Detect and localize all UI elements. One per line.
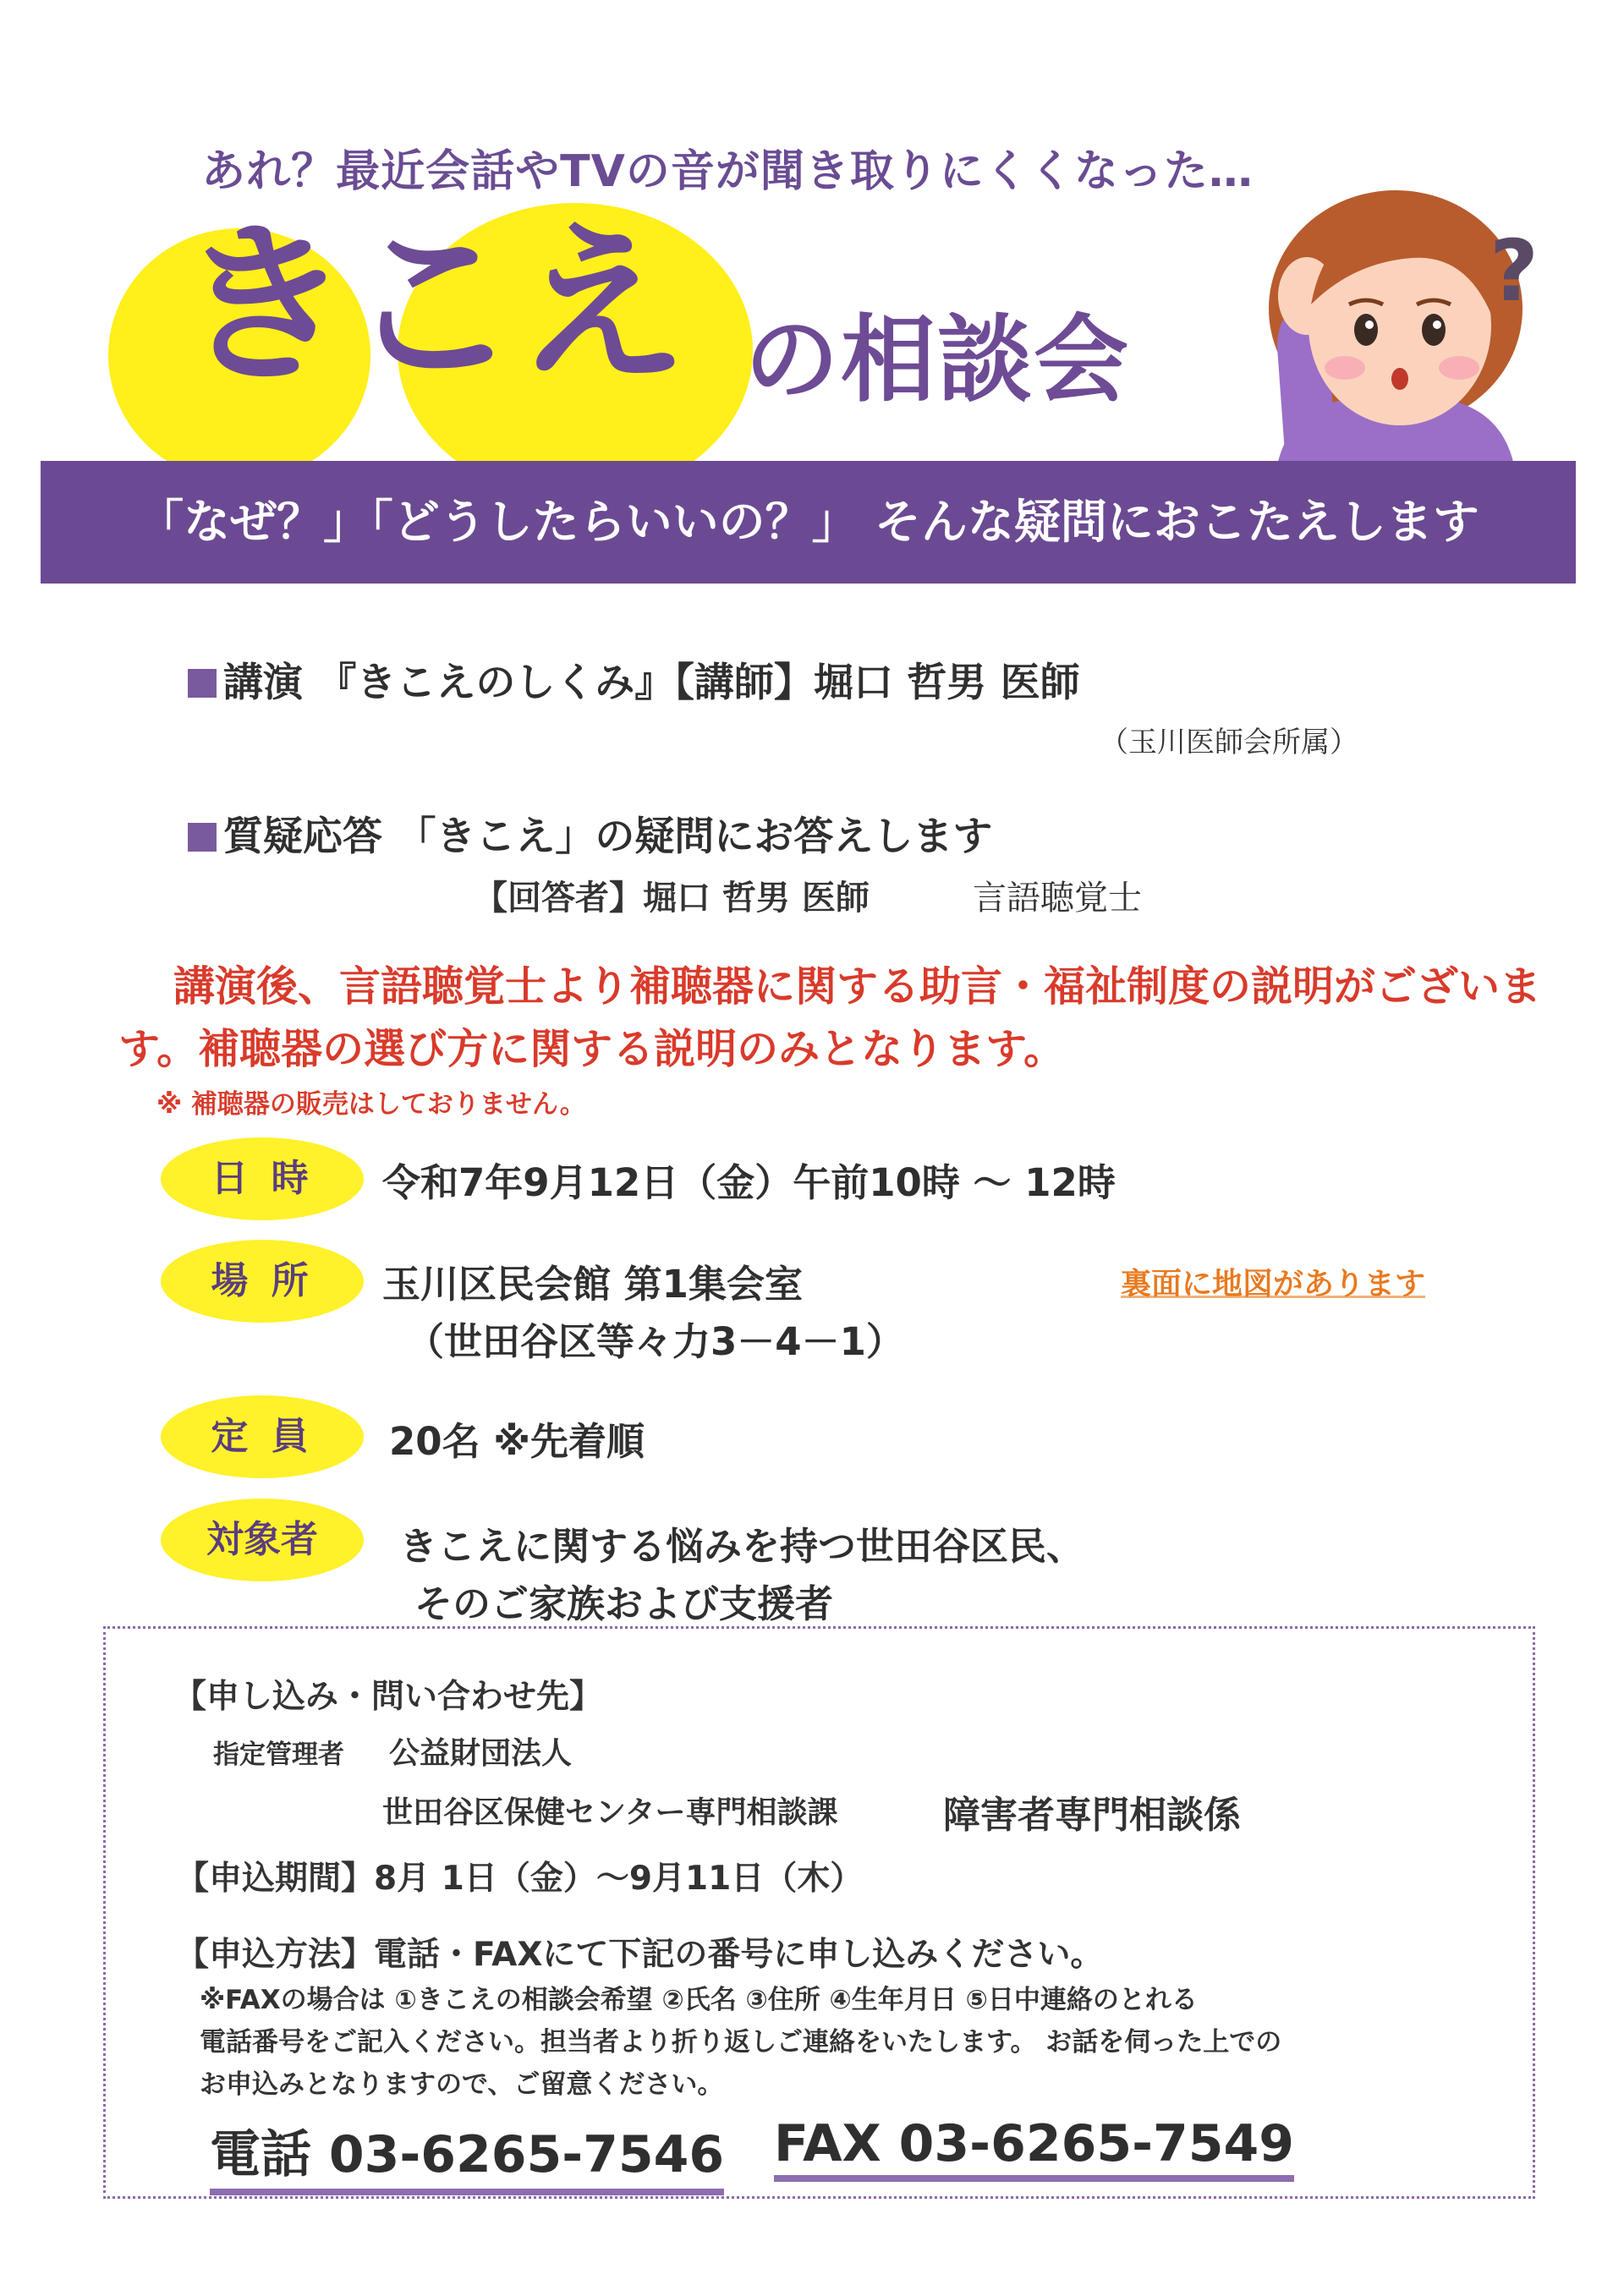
- target-label: 対象者: [161, 1499, 364, 1581]
- bullet-square-icon: [188, 823, 217, 852]
- contact-heading: 【申し込み・問い合わせ先】: [173, 1678, 603, 1716]
- place-value: 玉川区民会館 第1集会室: [382, 1262, 803, 1307]
- place-label: 場 所: [161, 1240, 364, 1323]
- bullet-square-icon: [188, 669, 217, 698]
- target-line-2: そのご家族および支援者: [414, 1581, 834, 1626]
- manager-label: 指定管理者: [213, 1740, 344, 1770]
- lecturer-affiliation: （玉川医師会所属）: [1100, 726, 1358, 759]
- qa-heading: [188, 805, 992, 862]
- capacity-value: 20名 ※先着順: [389, 1419, 645, 1464]
- department: 世田谷区保健センター専門相談課: [382, 1795, 838, 1830]
- date-value: 令和7年9月12日（金）午前10時 ～ 12時: [382, 1160, 1116, 1205]
- notice-line-2: す。補聴器の選び方に関する説明のみとなります。: [118, 1025, 1066, 1073]
- qa-respondent-2: 言語聴覚士: [973, 879, 1142, 918]
- lecture-heading: [188, 651, 1080, 708]
- capacity-label: 定 員: [161, 1395, 364, 1478]
- question-mark-icon: [1484, 224, 1544, 317]
- confused-woman-illustration: [1260, 178, 1573, 465]
- fax-number[interactable]: FAX 03-6265-7549: [774, 2114, 1294, 2182]
- date-label: 日 時: [161, 1137, 364, 1220]
- title-soudankai: の相談会: [744, 305, 1130, 415]
- qa-heading-text: 質疑応答 「きこえ」の疑問にお答えします: [223, 814, 993, 860]
- question-banner: [41, 461, 1576, 584]
- notice-small: ※ 補聴器の販売はしておりません。: [156, 1089, 586, 1120]
- banner-text: 「なぜ？」「どうしたらいいの？」 そんな疑問におこたえします: [137, 495, 1479, 549]
- fax-note-1: ※FAXの場合は ①きこえの相談会希望 ②氏名 ③住所 ④生年月日 ⑤日中連絡のとれる: [200, 1985, 1198, 2015]
- tagline: あれ？最近会話やTVの音が聞き取りにくくなった…: [201, 146, 1254, 197]
- phone-number[interactable]: 電話 03-6265-7546: [210, 2114, 724, 2195]
- fax-note-3: お申込みとなりますので、ご留意ください。: [200, 2069, 724, 2100]
- lecture-heading-text: 講演 『きこえのしくみ』【講師】堀口 哲男 医師: [223, 660, 1080, 706]
- manager-org: 公益財団法人: [389, 1736, 573, 1771]
- svg-text:?: ?: [1489, 224, 1539, 317]
- apply-method: 【申込方法】電話・FAXにて下記の番号に申し込みください。: [176, 1936, 1104, 1974]
- notice-line-1: 講演後、言語聴覚士より補聴器に関する助言・福祉制度の説明がございま: [173, 962, 1542, 1011]
- title-kikoe: きこえ: [178, 205, 683, 407]
- target-line-1: きこえに関する悩みを持つ世田谷区民、: [399, 1524, 1085, 1569]
- fax-note-2: 電話番号をご記入ください。担当者より折り返しご連絡をいたします。 お話を伺った上での: [200, 2027, 1282, 2058]
- map-note: 裏面に地図があります: [1121, 1267, 1426, 1301]
- qa-respondent: 【回答者】堀口 哲男 医師: [474, 879, 870, 918]
- place-address: （世田谷区等々力3－4－1）: [406, 1319, 904, 1364]
- section: 障害者専門相談係: [943, 1794, 1241, 1837]
- apply-period: 【申込期間】8月 1日（金）～9月11日（木）: [176, 1860, 864, 1898]
